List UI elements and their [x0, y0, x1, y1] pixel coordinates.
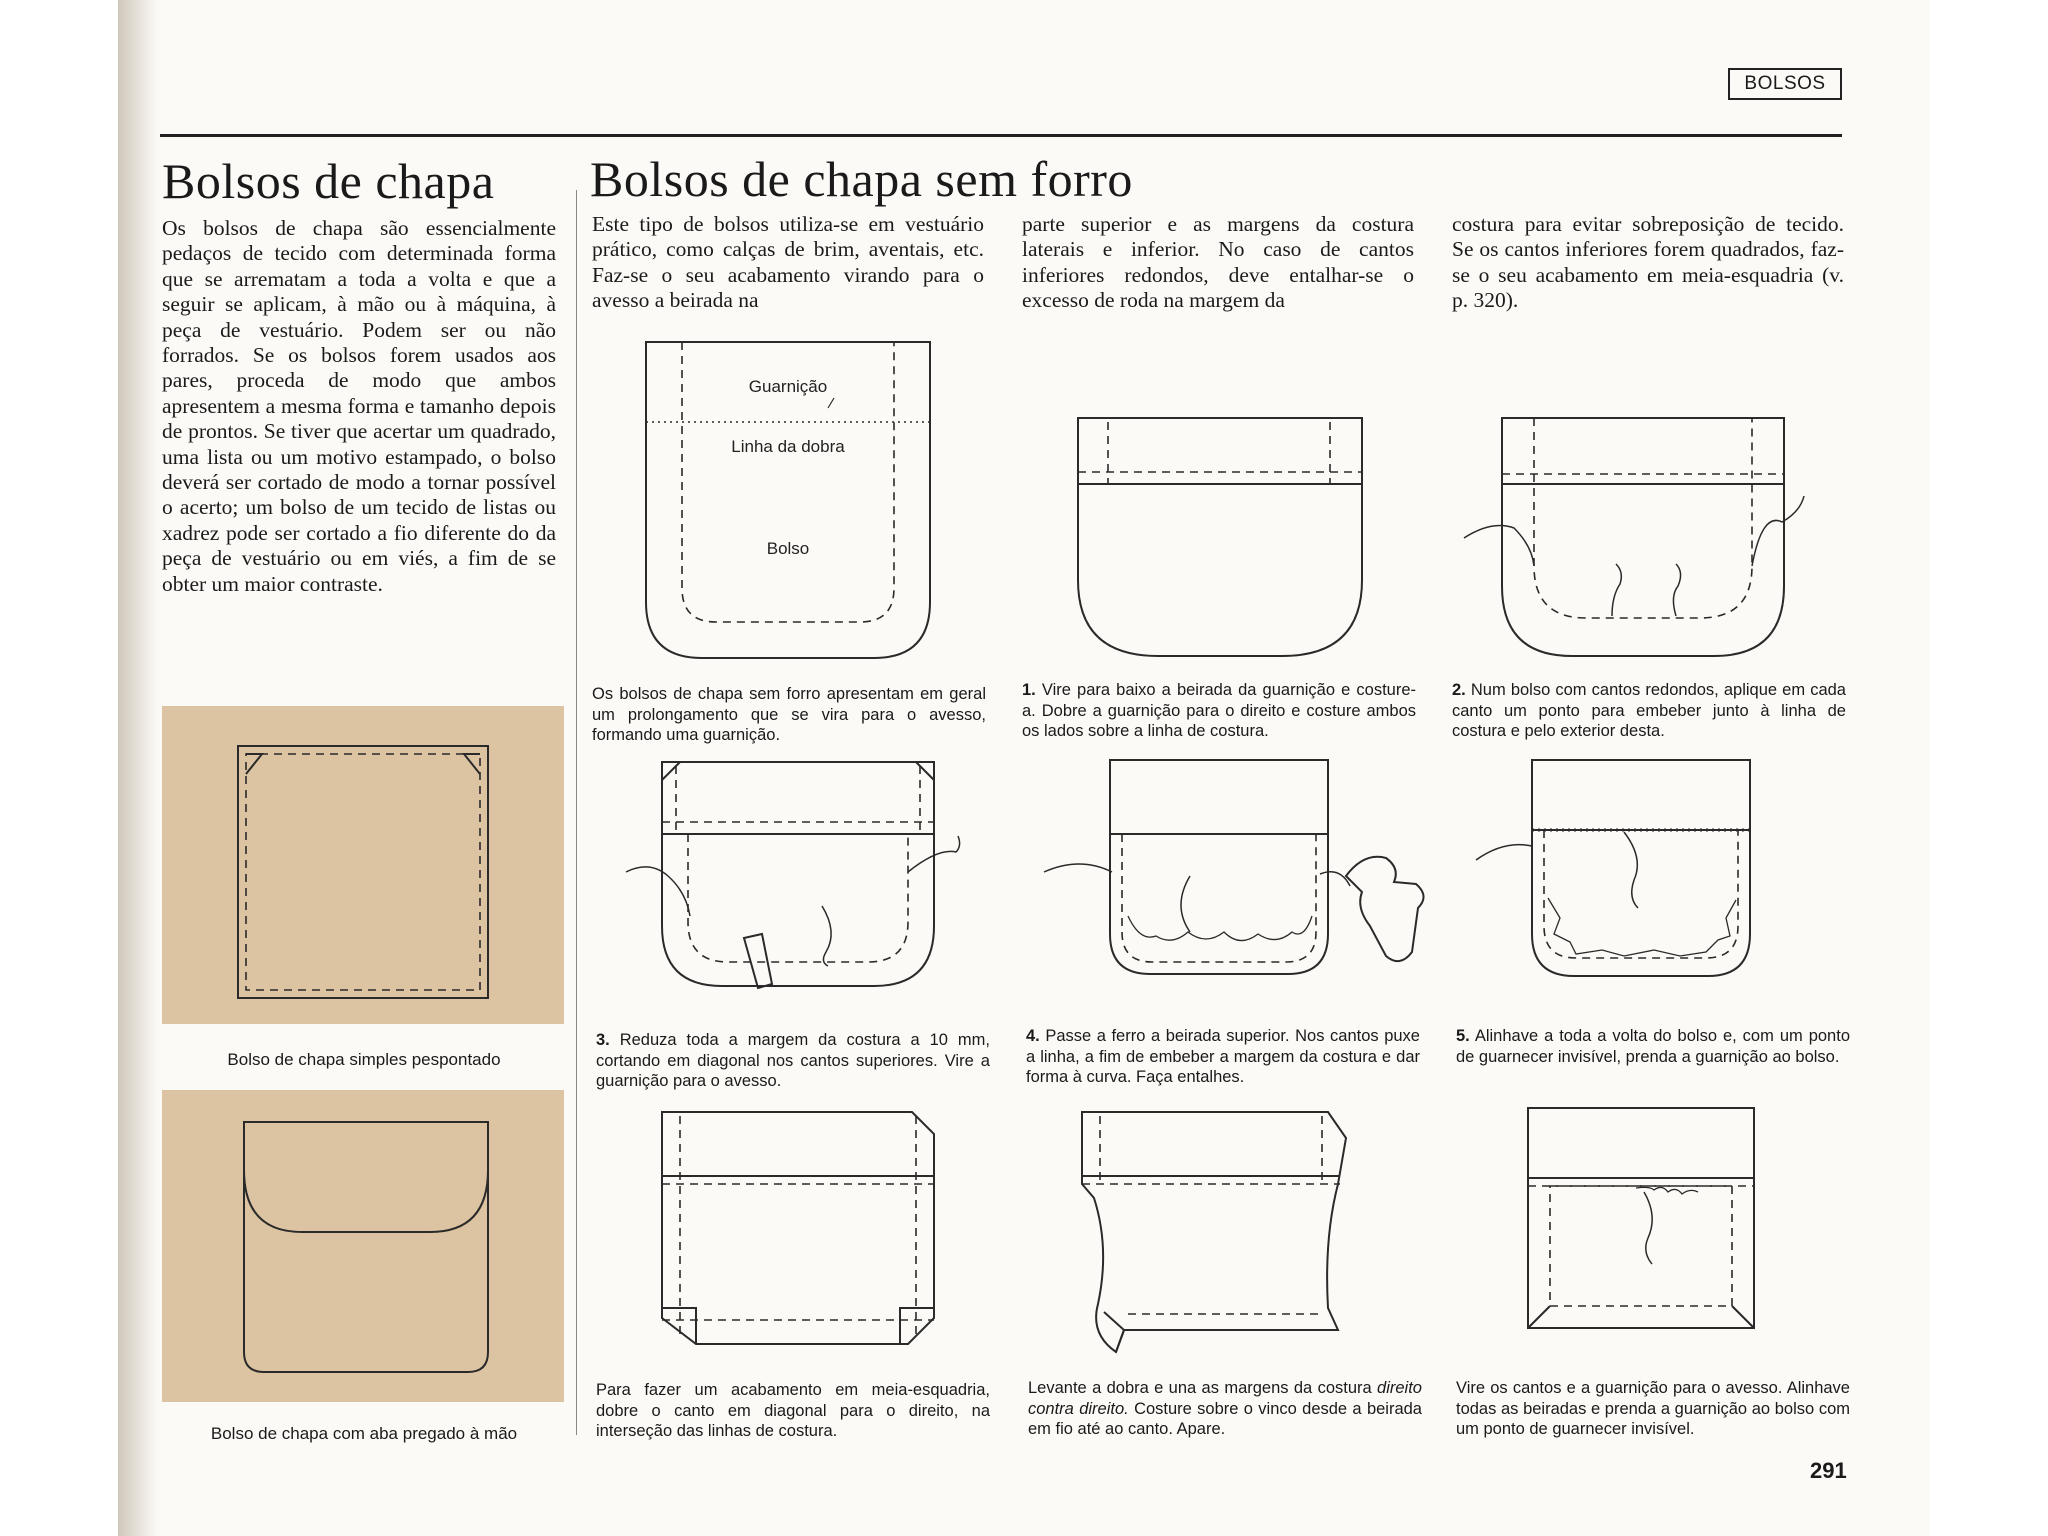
flap-pocket-illustration	[162, 1090, 564, 1402]
step1-diagram	[1076, 416, 1366, 660]
simple-pocket-illustration	[162, 706, 564, 1024]
mitre-step3-diagram	[1526, 1106, 1758, 1332]
photo2-caption: Bolso de chapa com aba pregado à mão	[210, 1424, 518, 1443]
caption-step4-number: 4.	[1026, 1027, 1040, 1045]
caption-mitre2	[1028, 1378, 1422, 1440]
caption-mitre2-text-b: Costure sobre o vinco desde a beirada em fio até ao canto. Apare.	[1028, 1399, 1422, 1438]
left-body-text: Os bolsos de chapa são essencialmente pedaços de tecido com determinada forma que se arrematam a toda a volta e que a seguir se aplicam, à mão ou à máquina, à peça de vestuário. Podem ser ou não forrados. Se os bolsos forem usados aos pares, proceda de modo que ambos apresentem a mesma forma e tamanho depois de prontos. Se tiver que acertar um quadrado, uma lista ou um motivo estampado, o bolso deverá ser cortado de modo a tornar possível o acerto; um bolso de um tecido de listas ou xadrez pode ser cortado a fio diferente do da peça de vestuário ou em viés, a fim de se obter um maior contraste.	[162, 216, 556, 596]
caption-step5-text: Alinhave a toda a volta do bolso e, com um ponto de guarnecer invisível, prenda a guarnição ao bolso.	[1456, 1027, 1850, 1066]
caption-step1	[1022, 680, 1416, 742]
label-guarnicao: Guarnição	[748, 377, 828, 396]
caption-mitre1: Para fazer um acabamento em meia-esquadria, dobre o canto em diagonal para o direito, na interseção das linhas de costura.	[596, 1381, 990, 1440]
page-number: 291	[1810, 1458, 1847, 1483]
header-rule	[160, 134, 1842, 137]
caption-step4-text: Passe a ferro a beirada superior. Nos cantos puxe a linha, a fim de embeber a margem da costura e dar forma à curva. Faça entalhes.	[1026, 1027, 1420, 1086]
caption-step3-text: Reduza toda a margem da costura a 10 mm, cortando em diagonal nos cantos superiores. Vire a guarnição para o avesso.	[596, 1031, 990, 1090]
caption-mitre2-italic: direito contra direito.	[1028, 1379, 1422, 1418]
caption-step1-text: Vire para baixo a beirada da guarnição e costure-a. Dobre a guarnição para o direito e costure ambos os lados sobre a linha de costura.	[1022, 681, 1416, 740]
left-title: Bolsos de chapa	[162, 153, 495, 209]
caption-step3	[596, 1030, 990, 1092]
caption-step1-number: 1.	[1022, 681, 1036, 699]
caption-mitre3: Vire os cantos e a guarnição para o avesso. Alinhave todas as beiradas e prenda a guarnição ao bolso com um ponto de guarnecer invisível.	[1456, 1379, 1850, 1438]
photo1-caption: Bolso de chapa simples pespontado	[227, 1050, 501, 1069]
right-title: Bolsos de chapa sem forro	[590, 151, 1133, 207]
caption-step2-number: 2.	[1452, 681, 1466, 699]
intro-column-1: Este tipo de bolsos utiliza-se em vestuário prático, como calças de brim, aventais, etc. Faz-se o seu acabamento virando para o avesso a beirada na	[592, 212, 984, 313]
intro-column-3: costura para evitar sobreposição de tecido. Se os cantos inferiores forem quadrados, faz-se o seu acabamento em meia-esquadria (v. p. 320).	[1452, 212, 1844, 313]
caption-step4	[1026, 1026, 1420, 1088]
step3-diagram	[620, 756, 970, 994]
section-label: BOLSOS	[1728, 68, 1842, 100]
step4-diagram	[1040, 756, 1440, 996]
mitre-step2-diagram	[1076, 1108, 1376, 1356]
caption-mitre2-text-a: Levante a dobra e una as margens da costura	[1028, 1379, 1372, 1397]
photo-flap-pocket	[162, 1090, 564, 1402]
step5-diagram	[1474, 758, 1774, 980]
column-divider	[576, 190, 577, 1435]
caption-intro: Os bolsos de chapa sem forro apresentam em geral um prolongamento que se vira para o avesso, formando uma guarnição.	[592, 685, 986, 744]
caption-step3-number: 3.	[596, 1031, 610, 1049]
page-gutter-shadow	[118, 0, 158, 1536]
caption-step5	[1456, 1026, 1850, 1067]
caption-step5-number: 5.	[1456, 1027, 1470, 1045]
caption-step2-text: Num bolso com cantos redondos, aplique em cada canto um ponto para embeber junto à linha de costura e pelo exterior desta.	[1452, 681, 1846, 740]
label-bolso: Bolso	[766, 539, 810, 558]
label-linha-dobra: Linha da dobra	[731, 437, 845, 456]
photo-simple-pocket	[162, 706, 564, 1024]
intro-column-2: parte superior e as margens da costura laterais e inferior. No caso de cantos inferiores redondos, deve entalhar-se o excesso de roda na margem da	[1022, 212, 1414, 313]
pocket-pattern-diagram	[644, 340, 934, 662]
caption-step2	[1452, 680, 1846, 742]
mitre-step1-diagram	[650, 1108, 950, 1348]
step2-diagram	[1462, 416, 1812, 660]
